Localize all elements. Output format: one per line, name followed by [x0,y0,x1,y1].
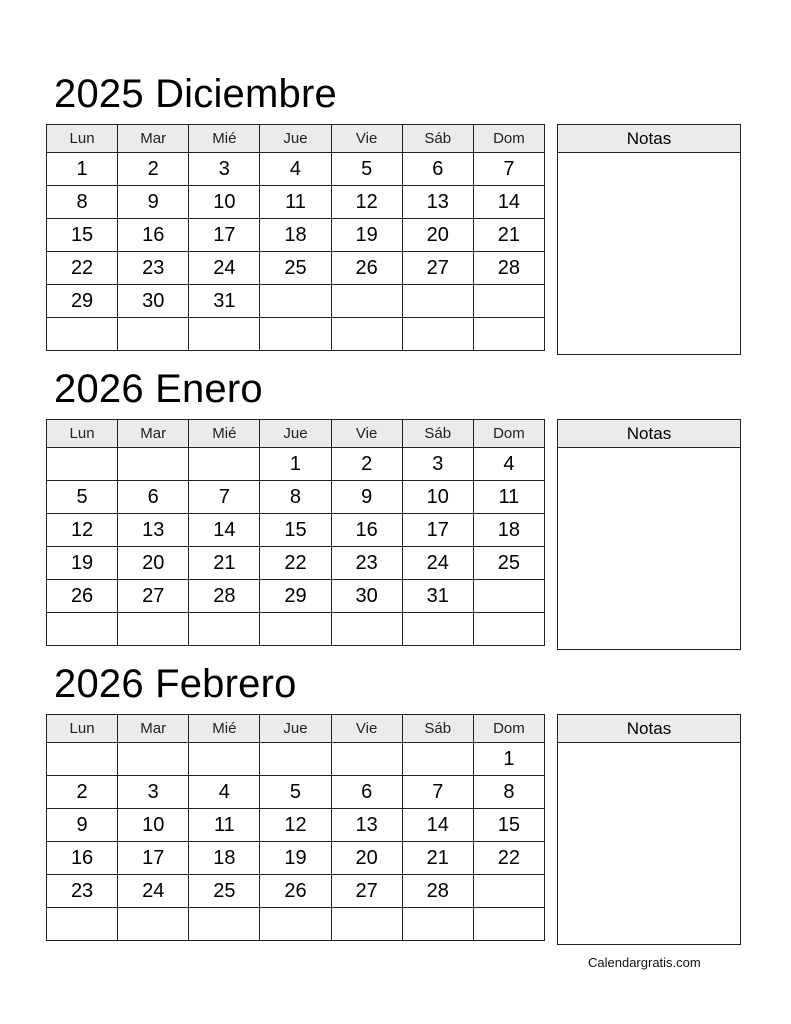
day-cell: 25 [473,547,544,580]
weekday-header: Jue [260,125,331,153]
day-cell: 16 [118,219,189,252]
calendar-grid-december [46,124,545,351]
week-row [47,547,545,580]
day-cell: 26 [331,252,402,285]
day-cell: 27 [118,580,189,613]
day-cell: 24 [402,547,473,580]
day-cell [260,285,331,318]
day-cell: 3 [402,448,473,481]
day-cell: 1 [47,153,118,186]
week-row [47,743,545,776]
day-cell: 28 [189,580,260,613]
day-cell: 6 [331,776,402,809]
day-cell: 24 [189,252,260,285]
day-cell: 18 [189,842,260,875]
notes-header: Notas [558,125,740,153]
day-cell: 31 [189,285,260,318]
day-cell [189,613,260,646]
week-row [47,776,545,809]
day-cell: 16 [331,514,402,547]
day-cell [331,285,402,318]
day-cell: 6 [118,481,189,514]
day-cell: 15 [260,514,331,547]
day-cell: 14 [189,514,260,547]
day-cell: 7 [473,153,544,186]
day-cell: 28 [473,252,544,285]
day-cell [402,908,473,941]
day-cell [189,448,260,481]
weekday-header: Mié [189,420,260,448]
weekday-header: Sáb [402,715,473,743]
week-row [47,580,545,613]
day-cell: 15 [47,219,118,252]
weekday-header: Sáb [402,420,473,448]
day-cell: 30 [118,285,189,318]
day-cell [260,613,331,646]
day-cell [118,448,189,481]
week-row [47,908,545,941]
notes-header: Notas [558,715,740,743]
day-cell [118,318,189,351]
day-cell [47,908,118,941]
weekday-header: Mié [189,715,260,743]
day-cell: 23 [118,252,189,285]
day-cell [473,908,544,941]
day-cell: 20 [402,219,473,252]
day-cell [260,318,331,351]
day-cell: 3 [118,776,189,809]
day-cell [189,908,260,941]
week-row [47,809,545,842]
day-cell: 1 [473,743,544,776]
day-cell: 1 [260,448,331,481]
day-cell: 21 [402,842,473,875]
day-cell: 13 [402,186,473,219]
day-cell [473,285,544,318]
day-cell [473,613,544,646]
day-cell: 28 [402,875,473,908]
day-cell: 5 [47,481,118,514]
day-cell: 22 [473,842,544,875]
day-cell: 3 [189,153,260,186]
calendar-grid-january [46,419,545,646]
day-cell: 7 [402,776,473,809]
day-cell: 13 [331,809,402,842]
day-cell [473,318,544,351]
day-cell: 8 [473,776,544,809]
day-cell [118,743,189,776]
day-cell: 18 [260,219,331,252]
day-cell [473,580,544,613]
day-cell: 31 [402,580,473,613]
day-cell: 17 [189,219,260,252]
day-cell: 26 [47,580,118,613]
week-row [47,252,545,285]
weekday-header: Mar [118,420,189,448]
day-cell: 8 [47,186,118,219]
day-cell [47,448,118,481]
day-cell: 23 [47,875,118,908]
weekday-header: Mar [118,125,189,153]
week-row [47,285,545,318]
week-row [47,481,545,514]
week-row [47,186,545,219]
day-cell: 25 [260,252,331,285]
day-cell: 12 [47,514,118,547]
day-cell [47,613,118,646]
month-title-february: 2026 Febrero [54,662,297,706]
day-cell: 20 [331,842,402,875]
day-cell [118,908,189,941]
day-cell: 17 [402,514,473,547]
day-cell: 16 [47,842,118,875]
day-cell [118,613,189,646]
week-row [47,318,545,351]
day-cell: 12 [260,809,331,842]
weekday-header: Jue [260,420,331,448]
day-cell [402,613,473,646]
weekday-header: Vie [331,715,402,743]
weekday-header-row [47,420,545,448]
day-cell [402,285,473,318]
day-cell: 21 [473,219,544,252]
day-cell: 14 [473,186,544,219]
day-cell [331,908,402,941]
day-cell [189,743,260,776]
day-cell: 9 [118,186,189,219]
day-cell: 9 [331,481,402,514]
day-cell: 19 [331,219,402,252]
day-cell: 4 [260,153,331,186]
day-cell [47,318,118,351]
calendar-grid-february [46,714,545,941]
day-cell: 2 [331,448,402,481]
weekday-header: Lun [47,715,118,743]
month-title-january: 2026 Enero [54,367,263,411]
day-cell: 12 [331,186,402,219]
weekday-header: Dom [473,125,544,153]
day-cell [189,318,260,351]
day-cell: 15 [473,809,544,842]
day-cell: 18 [473,514,544,547]
day-cell: 27 [331,875,402,908]
weekday-header: Mar [118,715,189,743]
week-row [47,875,545,908]
weekday-header: Lun [47,125,118,153]
day-cell: 19 [260,842,331,875]
day-cell: 21 [189,547,260,580]
weekday-header: Vie [331,125,402,153]
day-cell: 11 [189,809,260,842]
month-title-december: 2025 Diciembre [54,72,337,116]
day-cell: 9 [47,809,118,842]
day-cell: 24 [118,875,189,908]
week-row [47,219,545,252]
weekday-header: Dom [473,715,544,743]
day-cell: 10 [118,809,189,842]
day-cell: 22 [260,547,331,580]
week-row [47,842,545,875]
day-cell: 6 [402,153,473,186]
day-cell: 22 [47,252,118,285]
day-cell [331,318,402,351]
day-cell: 20 [118,547,189,580]
day-cell: 30 [331,580,402,613]
day-cell: 5 [260,776,331,809]
day-cell: 10 [402,481,473,514]
day-cell [402,743,473,776]
day-cell [473,875,544,908]
day-cell: 13 [118,514,189,547]
weekday-header: Jue [260,715,331,743]
footer-site-name: Calendargratis.com [588,955,701,970]
weekday-header: Lun [47,420,118,448]
notes-header: Notas [558,420,740,448]
week-row [47,514,545,547]
day-cell: 8 [260,481,331,514]
day-cell: 14 [402,809,473,842]
day-cell: 2 [118,153,189,186]
week-row [47,153,545,186]
day-cell: 26 [260,875,331,908]
day-cell: 11 [260,186,331,219]
day-cell: 11 [473,481,544,514]
week-row [47,613,545,646]
day-cell: 10 [189,186,260,219]
day-cell: 5 [331,153,402,186]
day-cell: 29 [260,580,331,613]
weekday-header: Sáb [402,125,473,153]
day-cell [260,908,331,941]
day-cell: 27 [402,252,473,285]
day-cell: 4 [189,776,260,809]
day-cell: 19 [47,547,118,580]
weekday-header-row [47,715,545,743]
day-cell [402,318,473,351]
day-cell: 29 [47,285,118,318]
day-cell: 7 [189,481,260,514]
week-row [47,448,545,481]
day-cell [47,743,118,776]
weekday-header-row [47,125,545,153]
weekday-header: Vie [331,420,402,448]
notes-box-january[interactable] [557,419,741,650]
day-cell [260,743,331,776]
day-cell [331,613,402,646]
day-cell [331,743,402,776]
weekday-header: Mié [189,125,260,153]
day-cell: 17 [118,842,189,875]
day-cell: 4 [473,448,544,481]
notes-box-december[interactable] [557,124,741,355]
weekday-header: Dom [473,420,544,448]
day-cell: 2 [47,776,118,809]
day-cell: 23 [331,547,402,580]
notes-box-february[interactable] [557,714,741,945]
day-cell: 25 [189,875,260,908]
